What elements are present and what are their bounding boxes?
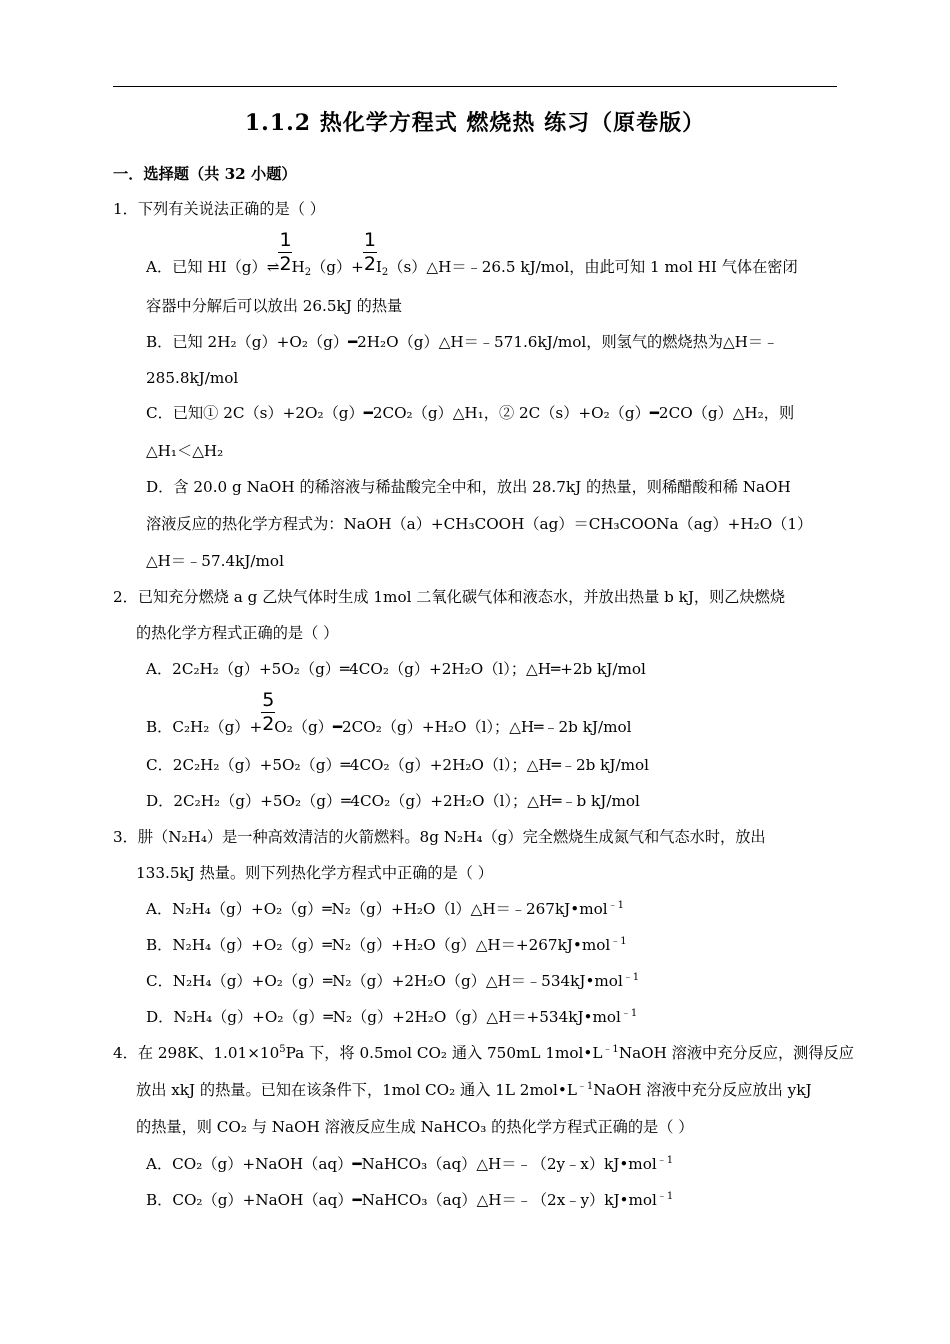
q2-option-c: C．2C₂H₂（g）+5O₂（g）═4CO₂（g）+2H₂O（l）；△H═﹣2b kJ/mol [146, 756, 649, 774]
q1-option-d-line1: D．含 20.0 g NaOH 的稀溶液与稀盐酸完全中和，放出 28.7kJ 的热量，则稀醋酸和稀 NaOH [146, 478, 791, 496]
section-heading: 一．选择题（共 32 小题） [113, 165, 297, 183]
q1-option-c-line2: △H₁＜△H₂ [146, 442, 224, 460]
page-title: 1.1.2 热化学方程式 燃烧热 练习（原卷版） [244, 110, 706, 136]
q3-stem-line2: 133.5kJ 热量。则下列热化学方程式中正确的是（ ） [136, 864, 493, 882]
q1-option-b-line2: 285.8kJ/mol [146, 369, 239, 387]
q4-stem-line1: 4．在 298K、$1.01\times 10^5Pa$ 下，将 0.5mol CO₂ 通入 750mL $1mol•L^{﹣1}NaOH$ 溶液中充分反应，测得反应 [113, 1044, 854, 1062]
q4-stem-line2: 放出 xkJ 的热量。已知在该条件下，1mol CO₂ 通入 1L $2mol•L^{﹣1}NaOH$ 溶液中充分反应放出 ykJ [136, 1081, 812, 1099]
fraction-five-halves: $\frac{5}{2}$ [262, 689, 275, 735]
q2-option-d: D．2C₂H₂（g）+5O₂（g）═4CO₂（g）+2H₂O（l）；△H═﹣b kJ/mol [146, 792, 640, 810]
q3-option-a: A．N₂H₄（g）+O₂（g）═N₂（g）+H₂O（l）△H＝﹣267kJ•mol$^{﹣1}$ [146, 900, 624, 918]
q4-option-b: B．CO₂（g）+NaOH（aq）━NaHCO₃（aq）△H＝﹣（2x﹣y）kJ•mol$^{﹣1}$ [146, 1191, 674, 1209]
fraction-one-half: $\frac{1}{2}$ [279, 229, 292, 275]
q4-option-a: A．CO₂（g）+NaOH（aq）━NaHCO₃（aq）△H＝﹣（2y﹣x）kJ•mol$^{﹣1}$ [146, 1155, 674, 1173]
q3-option-b: B．N₂H₄（g）+O₂（g）═N₂（g）+H₂O（g）△H＝+267kJ•mol$^{﹣1}$ [146, 936, 627, 954]
q1-option-c-line1: C．已知① 2C（s）+2O₂（g）━2CO₂（g）△H₁，② 2C（s）+O₂（g）━2CO（g）△H₂，则 [146, 404, 795, 422]
q2-stem-line1: 2．已知充分燃烧 a g 乙炔气体时生成 1mol 二氧化碳气体和液态水，并放出热量 b kJ，则乙炔燃烧 [113, 588, 786, 606]
q1-option-b-line1: B．已知 2H₂（g）+O₂（g）━2H₂O（g）△H＝﹣571.6kJ/mol，则氢气的燃烧热为△H＝﹣ [146, 333, 779, 351]
q2-stem-line2: 的热化学方程式正确的是（ ） [136, 624, 339, 642]
q1-option-d-line3: △H＝﹣57.4kJ/mol [146, 552, 284, 570]
q1-a-part1: A．已知 HI（g）⇌ [146, 258, 280, 276]
header-rule [113, 86, 837, 87]
q1-stem: 1．下列有关说法正确的是（ ） [113, 200, 325, 218]
q2-option-a: A．2C₂H₂（g）+5O₂（g）═4CO₂（g）+2H₂O（l）；△H═+2b kJ/mol [146, 660, 646, 678]
q3-option-c: C．N₂H₄（g）+O₂（g）═N₂（g）+2H₂O（g）△H＝﹣534kJ•mol$^{﹣1}$ [146, 972, 640, 990]
q2-option-b: B．C₂H₂（g）+ $\frac{5}{2}$ O₂（g）━2CO₂（g）+H₂O（l）；△H═﹣2b kJ/mol [146, 689, 632, 736]
q3-option-d: D．N₂H₄（g）+O₂（g）═N₂（g）+2H₂O（g）△H＝+534kJ•mol$^{﹣1}$ [146, 1008, 638, 1026]
q3-stem-line1: 3．肼（N₂H₄）是一种高效清洁的火箭燃料。8g N₂H₄（g）完全燃烧生成氮气和气态水时，放出 [113, 828, 766, 846]
q4-stem-line3: 的热量，则 CO₂ 与 NaOH 溶液反应生成 NaHCO₃ 的热化学方程式正确的是（ ） [136, 1118, 694, 1136]
q1-option-d-line2: 溶液反应的热化学方程式为：NaOH（a）+CH₃COOH（ag）＝CH₃COONa（ag）+H₂O（1） [146, 515, 813, 533]
q1-option-a-line1: A．已知 HI（g）⇌ $\frac{1}{2}$ $H_2(g)+$ $\frac{1}{2}$ $I_2(s)\triangle H=﹣26.5$ kJ/mol，由此可知 1 mol HI 气体在密闭 [146, 229, 798, 278]
fraction-one-half: $\frac{1}{2}$ [363, 229, 376, 275]
q1-option-a-line2: 容器中分解后可以放出 26.5kJ 的热量 [146, 297, 403, 315]
